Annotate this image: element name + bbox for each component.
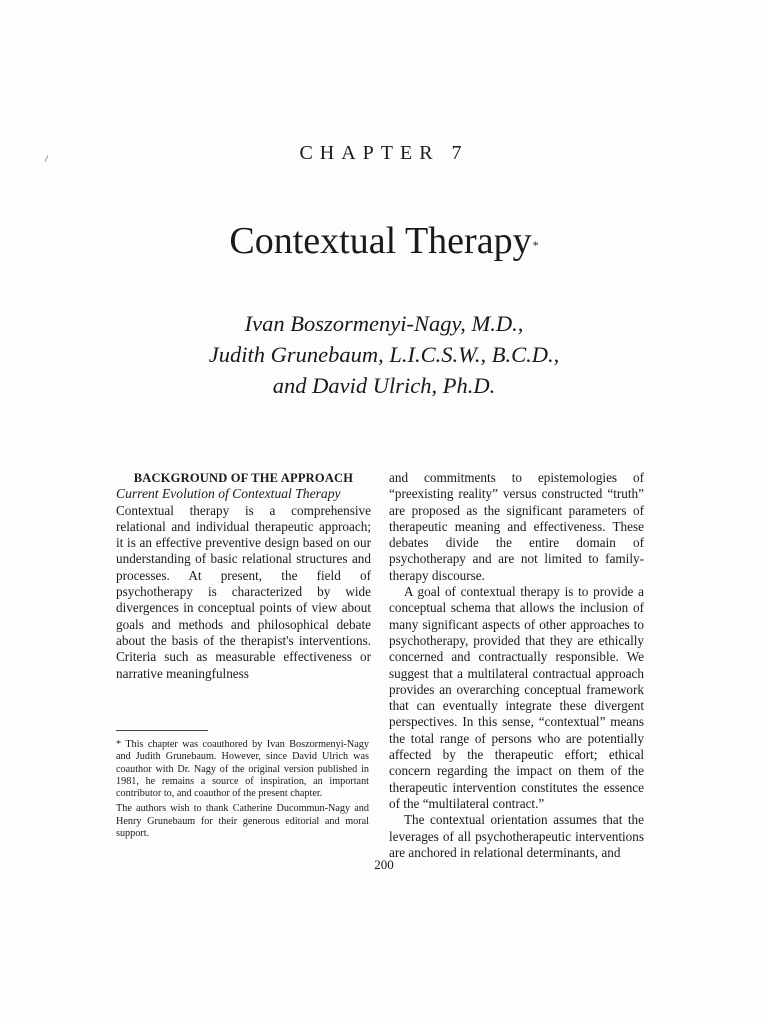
author-line-2: Judith Grunebaum, L.I.C.S.W., B.C.D., — [208, 342, 560, 367]
body-paragraph: Contextual therapy is a comprehensive relational and individual therapeutic approach; it is an effective preventive design based on our understanding of basic relational structures and processes. At present, the field of psychotherapy is characterized by wide divergences in conceptual points of view about goals and methods and philosophical debate about the basis of the therapist's interventions. Criteria such as measurable effectiveness or narrative meaningfulness — [116, 502, 371, 681]
footnote-divider — [116, 730, 208, 731]
footnote-acknowledgment: The authors wish to thank Catherine Ducommun-Nagy and Henry Grunebaum for their generous editorial and moral support. — [116, 803, 369, 840]
footnote-coauthor: * This chapter was coauthored by Ivan Boszormenyi-Nagy and Judith Grunebaum. However, since David Ulrich was coauthor with Dr. Nagy of the original version published in 1981, he remains a source of inspiration, an important contributor to, and coauthor of the present chapter. — [116, 739, 369, 800]
author-line-3: and David Ulrich, Ph.D. — [272, 373, 496, 398]
page-number: 200 — [374, 857, 394, 872]
author-line-1: Ivan Boszormenyi-Nagy, M.D., — [244, 311, 524, 336]
body-paragraph: and commitments to epistemologies of “preexisting reality” versus constructed “truth” are proposed as the significant parameters of therapeutic meaning and effectiveness. These debates divide the entire domain of psychotherapy and are not limited to family-therapy discourse. — [389, 470, 644, 583]
right-column — [389, 470, 644, 861]
footnotes — [116, 739, 369, 843]
author-list — [0, 308, 768, 401]
body-paragraph: A goal of contextual therapy is to provide a conceptual schema that allows the inclusion of many significant aspects of other approaches to psychotherapy, provided that they are ethically concerned and contractually responsible. We suggest that a multilateral contractual approach provides an overarching conceptual framework that can eventually integrate these divergent perspectives. In this sense, “contextual” means the total range of persons who are potentially affected by the therapeutic effort; ethical concern regarding the impact on them of the therapeutic intervention constitutes the essence of the “multilateral contract.” — [389, 584, 644, 811]
section-heading: BACKGROUND OF THE APPROACH — [133, 471, 354, 485]
chapter-label: CHAPTER 7 — [299, 142, 469, 164]
left-column — [116, 470, 371, 682]
chapter-title — [0, 217, 768, 265]
body-paragraph: The contextual orientation assumes that the leverages of all psychotherapeutic interventions are anchored in relational determinants, and — [389, 812, 644, 860]
chapter-title-text: Contextual Therapy — [229, 220, 532, 262]
title-footnote-mark: * — [532, 238, 539, 252]
subsection-heading: Current Evolution of Contextual Therapy — [116, 486, 341, 502]
